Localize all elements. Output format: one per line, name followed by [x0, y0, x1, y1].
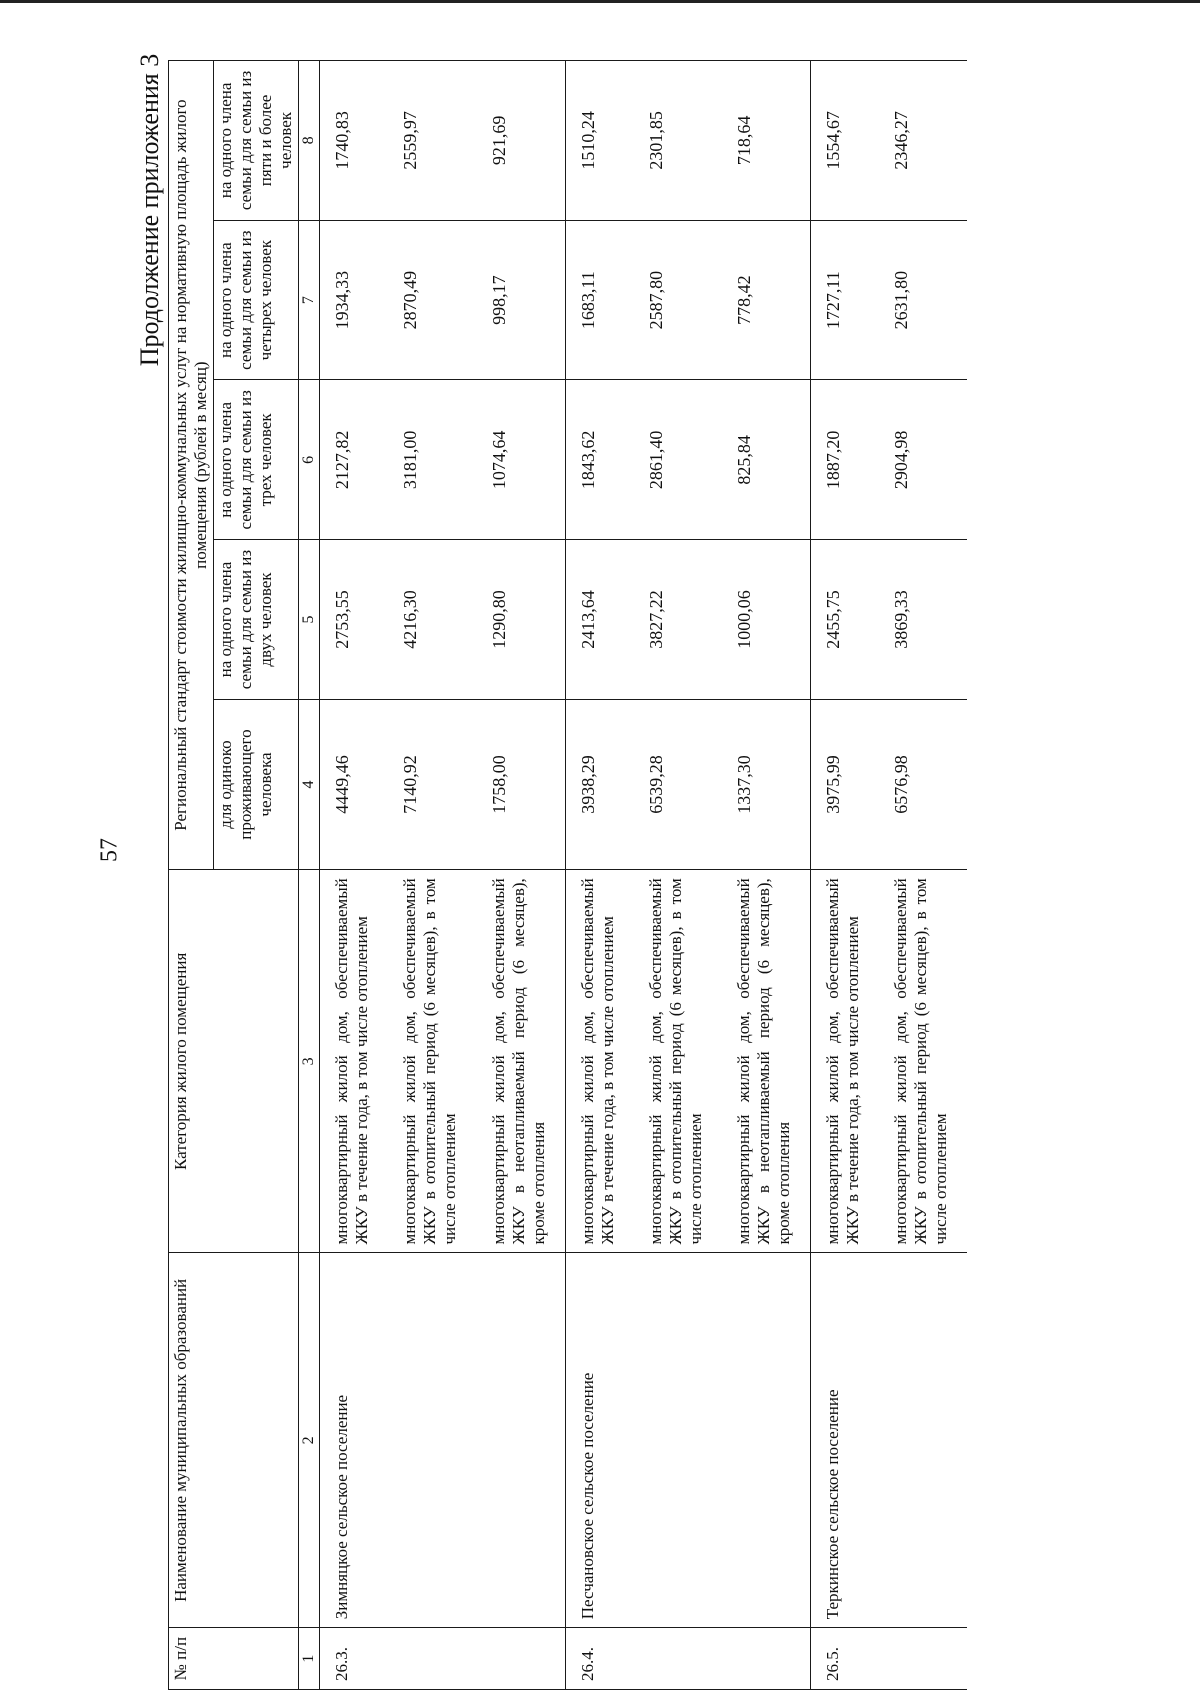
value-cell: 1887,20: [811, 380, 880, 540]
value-cell: 4449,46: [320, 699, 389, 869]
value-cell: 1000,06: [722, 540, 811, 700]
value-cell: 1683,11: [565, 220, 634, 380]
value-cell: 2301,85: [634, 61, 722, 221]
value-cell: 2904,98: [879, 380, 967, 540]
row-number: 26.3.: [320, 1628, 565, 1690]
municipality-name: Зимняцкое сельское поселение: [320, 1253, 565, 1628]
rotated-table-wrapper: [168, 60, 1068, 1690]
value-cell: 2870,49: [388, 220, 476, 380]
table-row: [565, 61, 634, 1690]
value-cell: 6576,98: [879, 699, 967, 869]
column-number: 1: [299, 1628, 320, 1690]
value-cell: 778,42: [722, 220, 811, 380]
header-sub-five: на одного члена семьи для семьи из пяти и более человек: [214, 61, 299, 221]
value-cell: 3975,99: [811, 699, 880, 869]
header-sub-four: на одного члена семьи для семьи из четырех человек: [214, 220, 299, 380]
header-sub-two: на одного члена семьи для семьи из двух человек: [214, 540, 299, 700]
page-number: 57: [96, 838, 123, 862]
header-regional-standard: Региональный стандарт стоимости жилищно-коммунальных услуг на нормативную площадь жилого помещения (рублей в месяц): [169, 61, 214, 870]
municipality-name: Теркинское сельское поселение: [811, 1253, 968, 1628]
value-cell: 2861,40: [634, 380, 722, 540]
column-number: 5: [299, 540, 320, 700]
value-cell: 1290,80: [477, 540, 566, 700]
category-cell: многоквартирный жилой дом, обеспечиваемый ЖКУ в отопительный период (6 месяцев), в том числе отоплением: [634, 870, 722, 1253]
value-cell: 1727,11: [811, 220, 880, 380]
value-cell: 2753,55: [320, 540, 389, 700]
column-number: 4: [299, 699, 320, 869]
value-cell: 3869,33: [879, 540, 967, 700]
value-cell: 2346,27: [879, 61, 967, 221]
value-cell: 2455,75: [811, 540, 880, 700]
category-cell: многоквартирный жилой дом, обеспечиваемый ЖКУ в отопительный период (6 месяцев), в том числе отоплением: [879, 870, 967, 1253]
header-sub-single: для одиноко проживающего человека: [214, 699, 299, 869]
value-cell: 6539,28: [634, 699, 722, 869]
value-cell: 7140,92: [388, 699, 476, 869]
value-cell: 825,84: [722, 380, 811, 540]
header-municipality: Наименование муниципальных образований: [169, 1253, 299, 1628]
header-sub-three: на одного члена семьи для семьи из трех человек: [214, 380, 299, 540]
category-cell: многоквартирный жилой дом, обеспечиваемый ЖКУ в течение года, в том числе отоплением: [811, 870, 880, 1253]
value-cell: 3938,29: [565, 699, 634, 869]
header-category: Категория жилого помещения: [169, 870, 299, 1253]
column-number: 7: [299, 220, 320, 380]
value-cell: 921,69: [477, 61, 566, 221]
row-number: 26.4.: [565, 1628, 810, 1690]
value-cell: 3181,00: [388, 380, 476, 540]
value-cell: 1740,83: [320, 61, 389, 221]
value-cell: 2631,80: [879, 220, 967, 380]
value-cell: 998,17: [477, 220, 566, 380]
column-number: 3: [299, 870, 320, 1253]
category-cell: многоквартирный жилой дом, обеспечиваемый ЖКУ в неотапливаемый период (6 месяцев), кроме отопления: [722, 870, 811, 1253]
value-cell: 1843,62: [565, 380, 634, 540]
category-cell: многоквартирный жилой дом, обеспечиваемый ЖКУ в течение года, в том числе отоплением: [565, 870, 634, 1253]
value-cell: 4216,30: [388, 540, 476, 700]
column-number: 8: [299, 61, 320, 221]
value-cell: 2127,82: [320, 380, 389, 540]
value-cell: 1510,24: [565, 61, 634, 221]
municipality-name: Песчановское сельское поселение: [565, 1253, 810, 1628]
header-no: № п/п: [169, 1628, 299, 1690]
row-number: 26.5.: [811, 1628, 968, 1690]
value-cell: 1934,33: [320, 220, 389, 380]
value-cell: 1758,00: [477, 699, 566, 869]
scan-edge: [0, 0, 1200, 3]
value-cell: 1554,67: [811, 61, 880, 221]
value-cell: 2559,97: [388, 61, 476, 221]
value-cell: 1074,64: [477, 380, 566, 540]
category-cell: многоквартирный жилой дом, обеспечиваемый ЖКУ в течение года, в том числе отоплением: [320, 870, 389, 1253]
category-cell: многоквартирный жилой дом, обеспечиваемый ЖКУ в отопительный период (6 месяцев), в том числе отоплением: [388, 870, 476, 1253]
table-row: [320, 61, 389, 1690]
value-cell: 2413,64: [565, 540, 634, 700]
column-number: 2: [299, 1253, 320, 1628]
value-cell: 1337,30: [722, 699, 811, 869]
category-cell: многоквартирный жилой дом, обеспечиваемый ЖКУ в неотапливаемый период (6 месяцев), кроме отопления: [477, 870, 566, 1253]
table-row: [811, 61, 880, 1690]
value-cell: 718,64: [722, 61, 811, 221]
value-cell: 3827,22: [634, 540, 722, 700]
housing-cost-table: [168, 60, 967, 1690]
column-number: 6: [299, 380, 320, 540]
continuation-title: Продолжение приложения 3: [135, 53, 164, 367]
value-cell: 2587,80: [634, 220, 722, 380]
